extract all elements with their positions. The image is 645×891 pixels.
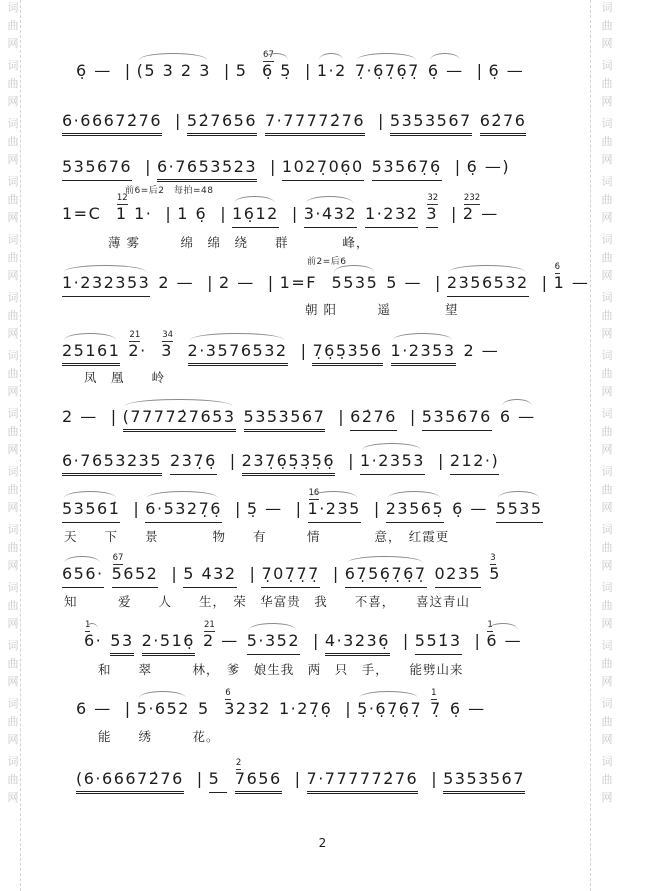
note-group: 232 2 — (462, 193, 499, 223)
music-line (62, 156, 518, 182)
note-group: 21 2· (128, 330, 154, 360)
lyric-line: 薄 雾 绵 绵 绕 群 峰， (108, 235, 370, 250)
note-group: 6·7653523 (157, 156, 257, 182)
barline: | (332, 564, 340, 583)
grace-note: 12 (116, 193, 128, 203)
note-group: 53561̇ (62, 498, 120, 523)
note-group: 6̣ —) (466, 157, 511, 176)
note-group: 5 — (386, 273, 423, 292)
note-group: 1 6· (84, 620, 103, 650)
note-group: 12 1 1· (115, 193, 153, 223)
watermark-char: 曲 (7, 599, 19, 612)
slur-arc (362, 443, 421, 450)
barline: | (474, 631, 482, 650)
watermark-char: 网 (601, 385, 613, 398)
slur-arc (334, 265, 375, 272)
barline: | (378, 111, 385, 130)
watermark-char: 词 (601, 175, 613, 188)
note-group: 16̣12 (232, 203, 279, 228)
note-group: 6·66672̇76 (62, 110, 162, 136)
note-group: 7̣07̣7̣7̣ (261, 563, 319, 588)
grace-note: 32 (427, 193, 439, 203)
watermark-char: 曲 (7, 367, 19, 380)
watermark-char: 网 (7, 675, 19, 688)
note-group: 5353567 (244, 406, 326, 432)
watermark-char: 网 (601, 443, 613, 456)
note-group: 6̣ — (428, 60, 464, 82)
watermark-char: 曲 (601, 193, 613, 206)
note-group: 1·2353 (360, 450, 425, 475)
watermark-char: 曲 (7, 309, 19, 322)
note-group: 5·652 (137, 698, 190, 720)
watermark-char: 曲 (7, 773, 19, 786)
watermark-char: 词 (601, 697, 613, 710)
barline: | (124, 61, 132, 80)
watermark-char: 曲 (7, 541, 19, 554)
slur-arc (308, 488, 357, 498)
watermark-char: 曲 (601, 77, 613, 90)
tempo-annotation: 前6=后2 每拍=48 (125, 186, 214, 196)
grace-note: 6 (554, 262, 560, 272)
music-line (76, 688, 494, 720)
barline: | (270, 157, 277, 176)
note-group: 2·3576532 (188, 340, 288, 366)
slur-arc (498, 491, 539, 498)
watermark-char: 曲 (7, 135, 19, 148)
note-group: 5 (235, 61, 255, 80)
slur-arc (357, 53, 416, 60)
slur-arc (347, 556, 423, 563)
barline: | (145, 157, 152, 176)
note-group: 0235 (435, 563, 482, 588)
slur-arc (64, 265, 146, 272)
barline: | (541, 273, 549, 292)
slur-arc (190, 333, 284, 340)
note-group: 67̣56̣7̣6̣7̣ (345, 563, 427, 588)
music-line (76, 50, 532, 82)
note-group: 1 7̣ (430, 688, 442, 718)
watermark-char: 词 (601, 2, 613, 14)
slur-arc (306, 196, 353, 203)
note-group: 6̣ — (452, 499, 488, 518)
grace-note: 67 (263, 50, 274, 60)
watermark-char: 曲 (7, 715, 19, 728)
lyric-line: 凤 凰 岭 (84, 370, 166, 385)
note-group: 3 5 (489, 553, 501, 583)
watermark-char: 网 (601, 675, 613, 688)
grace-note: 34 (162, 330, 174, 340)
lyric-line: 天 下 景 物 有 情 意， 红霞更 (64, 529, 450, 544)
watermark-char: 曲 (601, 425, 613, 438)
lyric-line: 和 翠 林， 爹 娘生我 两 只 手， 能劈山来 (98, 662, 464, 677)
watermark-char: 词 (601, 349, 613, 362)
barline: | (454, 157, 462, 176)
watermark-char: 词 (601, 523, 613, 536)
slur-arc (359, 691, 418, 698)
slur-arc (393, 333, 452, 340)
note-group: 6 — (500, 406, 536, 428)
lyric-line: 知 爱 人 生， 荣 华富贵 我 不喜， 喜这青山 (64, 594, 471, 609)
watermark-char: 曲 (7, 19, 19, 32)
note-group: 1·2353 (391, 340, 456, 366)
grace-note: 67 (112, 553, 124, 563)
note-group: 34 3 (161, 330, 180, 360)
note-group: 7̣6̣5̣356 (312, 340, 382, 366)
note-group: 1·27̣6̣ (278, 699, 333, 718)
barline: | (345, 699, 353, 718)
music-line (62, 553, 509, 588)
watermark-char: 曲 (7, 193, 19, 206)
barline: | (338, 407, 346, 426)
slur-arc (263, 50, 288, 60)
note-group: (6·66672̇76 (76, 768, 184, 794)
slur-arc (388, 491, 440, 498)
note-group: (5 3 2 3 (137, 60, 211, 82)
watermark-char: 词 (7, 175, 19, 188)
music-line (62, 450, 507, 476)
watermark-char: 词 (7, 639, 19, 652)
barline: | (124, 699, 132, 718)
watermark-char: 曲 (601, 599, 613, 612)
watermark-char: 网 (7, 327, 19, 340)
lyric-line: 朝 阳 遥 望 (305, 302, 459, 317)
watermark-char: 网 (7, 501, 19, 514)
watermark-char: 网 (601, 617, 613, 630)
watermark-char: 曲 (601, 309, 613, 322)
note-group: 237̣6̣5̣3̣5̣6̣ (242, 450, 335, 476)
barline: | (196, 769, 204, 788)
watermark-char: 网 (7, 791, 19, 804)
note-group: 1·232353 (62, 272, 150, 297)
music-line (62, 330, 507, 366)
barline: | (234, 499, 242, 518)
page-number: 2 (318, 836, 327, 850)
note-group: 7·777772̇76 (307, 768, 419, 794)
music-line (62, 110, 534, 136)
note-group: 67 5652 (112, 563, 159, 588)
watermark-char: 网 (7, 385, 19, 398)
note-group: 21 2 — (202, 620, 239, 650)
note-group: 62̇76 (350, 406, 397, 431)
barline: | (207, 273, 214, 292)
note-group: 1027̣06̣0 (282, 156, 364, 181)
watermark-char: 网 (7, 269, 19, 282)
barline: | (249, 564, 257, 583)
watermark-char: 网 (601, 37, 613, 50)
watermark-char: 网 (601, 327, 613, 340)
slur-arc (125, 399, 232, 406)
barline: | (373, 499, 381, 518)
note-group: 6·5327̣6̣ (145, 498, 222, 523)
note-group: 2 — (62, 407, 98, 426)
grace-note: 1 (85, 620, 91, 630)
note-group: 2 — (463, 341, 500, 360)
barline: | (294, 769, 302, 788)
watermark-char: 曲 (601, 657, 613, 670)
watermark-char: 词 (7, 523, 19, 536)
watermark-char: 网 (601, 211, 613, 224)
note-group: 32 3 (426, 203, 438, 228)
note-group: 1 6 — (486, 620, 523, 650)
watermark-char: 曲 (601, 483, 613, 496)
barline: | (295, 499, 303, 518)
watermark-char: 网 (7, 617, 19, 630)
note-group: 1=F (279, 273, 324, 292)
barline: | (476, 61, 484, 80)
watermark-char: 曲 (601, 715, 613, 728)
barline: | (175, 111, 182, 130)
note-group: 1·232 (365, 203, 418, 228)
note-group: 67 6̣ 5̣ (262, 50, 292, 80)
grace-note: 1 (431, 688, 437, 698)
note-group: 535676 (62, 156, 132, 181)
barline: | (435, 273, 442, 292)
watermark-char: 词 (601, 233, 613, 246)
barline: | (229, 451, 237, 470)
watermark-char: 词 (7, 59, 19, 72)
lyric-line: 能 绣 花。 (98, 729, 220, 744)
watermark-char: 词 (601, 755, 613, 768)
note-group: 5 (209, 768, 227, 793)
watermark-char: 词 (7, 581, 19, 594)
note-group: 53 (110, 630, 133, 656)
watermark-char: 曲 (7, 77, 19, 90)
note-group: 5·352 (247, 630, 300, 655)
slur-arc (430, 53, 460, 60)
watermark-char: 网 (601, 559, 613, 572)
note-group: 6 1 — (553, 262, 590, 292)
watermark-char: 网 (601, 95, 613, 108)
note-group: 5353567 (443, 768, 525, 794)
music-line (84, 620, 530, 656)
note-group: 23565̣ (386, 498, 444, 523)
watermark-char: 曲 (601, 541, 613, 554)
note-group: 5 (197, 699, 217, 718)
grace-note: 3 (490, 553, 496, 563)
tempo-annotation: 前2=后6 (307, 257, 347, 267)
note-group: 5 432 (183, 563, 236, 588)
barline: | (409, 407, 417, 426)
note-group: 6·7653235 (62, 450, 162, 476)
barline: | (451, 204, 458, 223)
watermark-char: 词 (7, 755, 19, 768)
watermark-char: 曲 (601, 251, 613, 264)
barline: | (110, 407, 118, 426)
slur-arc (64, 333, 116, 340)
watermark-char: 词 (7, 465, 19, 478)
barline: | (223, 61, 231, 80)
barline: | (431, 769, 439, 788)
note-group: 656· (62, 563, 104, 588)
watermark-char: 词 (7, 349, 19, 362)
music-line (62, 193, 507, 228)
barline: | (300, 341, 308, 360)
watermark-char: 曲 (7, 483, 19, 496)
watermark-char: 网 (7, 95, 19, 108)
grace-note: 232 (463, 193, 481, 203)
slur-arc (64, 491, 116, 498)
note-group: 52̇7656 (187, 110, 257, 136)
watermark-char: 词 (7, 117, 19, 130)
note-group: 16 1·235 (308, 498, 361, 523)
note-group: 5353567 (390, 110, 472, 136)
note-group: 53567̣6̣ (372, 156, 442, 181)
watermark-char: 曲 (601, 19, 613, 32)
barline: | (165, 204, 173, 223)
music-line (62, 488, 551, 523)
watermark-char: 网 (7, 443, 19, 456)
note-group: 2 — (219, 273, 255, 292)
note-group: 535676 (422, 406, 492, 431)
watermark-char: 曲 (601, 773, 613, 786)
watermark-char: 网 (601, 733, 613, 746)
slur-arc (139, 691, 186, 698)
barline: | (437, 451, 445, 470)
slur-arc (502, 399, 532, 406)
watermark-char: 词 (601, 407, 613, 420)
slur-arc (147, 491, 218, 498)
watermark-char: 曲 (7, 251, 19, 264)
barline: | (402, 631, 410, 650)
note-group: 7·77772̇76 (265, 110, 365, 136)
watermark-char: 词 (601, 59, 613, 72)
note-group: 6 3232 (224, 688, 271, 718)
slur-arc (234, 196, 275, 203)
barline: | (220, 204, 228, 223)
watermark-char: 网 (7, 733, 19, 746)
note-group: 2·516̣ (142, 630, 195, 656)
barline: | (291, 204, 299, 223)
watermark-char: 词 (7, 407, 19, 420)
slur-arc (319, 53, 343, 60)
barline: | (313, 631, 320, 650)
note-group: 212·) (450, 450, 499, 475)
watermark-char: 网 (7, 37, 19, 50)
slur-arc (85, 620, 98, 630)
watermark-char: 词 (7, 697, 19, 710)
watermark-char: 词 (601, 581, 613, 594)
note-group: 2 — (158, 273, 195, 292)
note-group: 1 6̣ (177, 204, 208, 223)
watermark-char: 曲 (7, 425, 19, 438)
barline: | (267, 273, 275, 292)
watermark-char: 词 (601, 639, 613, 652)
watermark-char: 曲 (7, 657, 19, 670)
note-group: 6̣ — (488, 61, 525, 80)
note-group: 4·3236̣ (325, 630, 390, 656)
note-group: 25161 (62, 340, 120, 366)
grace-note: 1 (487, 620, 493, 630)
note-group: 6 — (76, 699, 112, 718)
watermark-char: 网 (601, 269, 613, 282)
watermark-char: 网 (601, 153, 613, 166)
note-group: 1·2 (317, 60, 347, 82)
watermark-char: 网 (601, 791, 613, 804)
watermark-char: 网 (7, 211, 19, 224)
watermark-char: 曲 (601, 367, 613, 380)
barline: | (133, 499, 141, 518)
note-group: 237̣6̣ (170, 450, 217, 475)
barline: | (304, 61, 312, 80)
note-group: 5535 (332, 272, 379, 294)
grace-note: 2 (235, 758, 242, 768)
watermark-char: 网 (7, 559, 19, 572)
watermark-char: 词 (7, 2, 19, 14)
slur-arc (487, 620, 518, 630)
note-group: 6̣ — (449, 699, 486, 718)
note-group: 2 7656 (235, 768, 282, 794)
note-group: 2356532 (447, 272, 529, 297)
watermark-char: 词 (601, 117, 613, 130)
note-group: 5535 (496, 498, 543, 523)
slur-arc (139, 53, 207, 60)
note-group: 3·432 (304, 203, 357, 228)
note-group: 6̣ — (76, 61, 112, 80)
note-group: 551̇3 (415, 630, 462, 655)
grace-note: 16 (308, 488, 320, 498)
note-group: (77772̇7653 (123, 406, 236, 432)
watermark-char: 网 (601, 501, 613, 514)
barline: | (171, 564, 179, 583)
grace-note: 21 (203, 620, 215, 630)
watermark-char: 词 (601, 291, 613, 304)
note-group: 62̇76 (480, 110, 527, 136)
slur-arc (449, 265, 525, 272)
note-group: 5̣·6̣7̣6̣7̣ (357, 698, 422, 720)
watermark-char: 网 (7, 153, 19, 166)
grace-note: 21 (129, 330, 141, 340)
grace-note: 6 (225, 688, 231, 698)
slur-arc (64, 556, 100, 563)
watermark-char: 词 (7, 233, 19, 246)
note-group: 1=C (62, 204, 108, 223)
note-group: 5̣ — (246, 499, 283, 518)
watermark-char: 词 (601, 465, 613, 478)
music-line (76, 758, 533, 794)
slur-arc (249, 623, 296, 630)
barline: | (348, 451, 355, 470)
note-group: 7̣·6̣7̣6̣7̣ (355, 60, 420, 82)
music-line (62, 406, 544, 432)
watermark-char: 词 (7, 291, 19, 304)
watermark-char: 曲 (601, 135, 613, 148)
